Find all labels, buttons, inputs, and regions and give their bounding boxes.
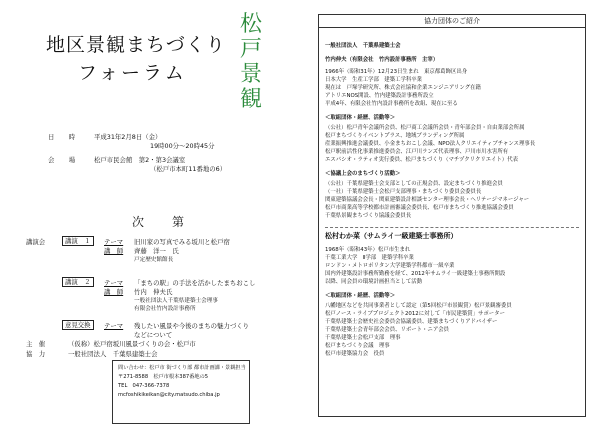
activity-line: 松戸ノース・ライブプロジェクト2012に対して「市民建築賞」サポーター bbox=[325, 311, 505, 317]
lecture-1-affiliation: 戸定歴史館館長 bbox=[134, 257, 174, 263]
bio-line: 平成4年、有限会社竹内設計事務所を改組、現在に至る bbox=[325, 101, 458, 107]
activity-line: 産業振興推進会議委員、小金まちおこし会議、NPO法人クリエイティブチャンス理事長 bbox=[325, 141, 536, 147]
contact-line: TEL 047-366-7378 bbox=[118, 383, 170, 389]
bio-line: 1966年（昭和31年）12月23日生まれ 東京都葛飾区出身 bbox=[325, 69, 468, 75]
lecture-2-speaker: 竹内 伸夫氏 bbox=[134, 288, 173, 296]
bio-line: 日本大学 生産工学部 建築工学科卒業 bbox=[325, 77, 423, 83]
matsudo-keikan-logo bbox=[240, 12, 268, 112]
partner-heading: 協力団体のご紹介 bbox=[319, 15, 585, 28]
bio-line: ロンドン・メトロポリタン大学建築学科都市一級卒業 bbox=[325, 263, 455, 269]
venue-address: （松戸市本町11番地の6） bbox=[150, 165, 227, 173]
section-heading: ＜取組団体・経歴、活動等＞ bbox=[325, 115, 396, 121]
discussion-theme: 残したい風景や今後のまちの魅力づくり bbox=[134, 322, 250, 330]
divider bbox=[325, 227, 579, 228]
theme-label: テーマ bbox=[104, 279, 124, 287]
lecture-2-tag: 講演 ２ bbox=[62, 277, 94, 287]
lecture-2-theme: 「まちの駅」の手法を活かしたまちおこし bbox=[134, 279, 256, 287]
date-row bbox=[48, 133, 161, 141]
speaker-label: 講 師 bbox=[104, 288, 124, 296]
date-value: 平成31年2月8日（金） bbox=[94, 133, 162, 141]
lecture-2-affiliation: 有限会社竹内設計事務所 bbox=[134, 306, 196, 312]
date-label: 日 時 bbox=[48, 133, 80, 141]
speaker-label: 講 師 bbox=[104, 247, 124, 255]
person1-name: 竹内伸夫（有限会社 竹内設計事務所 主宰） bbox=[325, 57, 439, 63]
lecture-1-theme: 旧川家の写真でみる坂川と松戸宿 bbox=[134, 238, 230, 246]
activity-line: （公社）千葉県建築士会支部としての正規会員、設定まちづくり推進会員 bbox=[325, 181, 503, 187]
cooperation-value: 一般社団法人 千葉県建築士会 bbox=[68, 350, 158, 358]
lecture-label: 講演会 bbox=[26, 238, 46, 246]
forum-title-line2: フォーラム bbox=[78, 62, 187, 84]
bio-line: 1968年（昭和43年）松戸市生まれ bbox=[325, 247, 411, 253]
activity-line: 松戸まちづくりイベントプラス、地域ブランディング所属 bbox=[325, 133, 465, 139]
logo-char: 観 bbox=[240, 87, 263, 112]
contact-line: 問い合わせ：松戸市 街づくり部 都市計画課・景観担当 bbox=[118, 365, 246, 371]
host-value: （仮称）松戸宿坂川風景づくりの会・松戸市 bbox=[68, 340, 196, 348]
venue-row bbox=[48, 156, 185, 164]
activity-line: 千葉県建築士会歴史社会委員会協議委員、建築まちづくりアドバイザー bbox=[325, 319, 498, 325]
lecture-1-speaker: 齊藤 洋一 氏 bbox=[134, 247, 179, 255]
bio-line: 千葉工業大学 Ⅱ学部 建築学科卒業 bbox=[325, 255, 414, 261]
logo-char: 戸 bbox=[240, 37, 263, 62]
logo-char: 景 bbox=[240, 62, 263, 87]
bio-line: アトリエNOS開設、竹内建築設計事務所設立 bbox=[325, 93, 434, 99]
activity-line: 松戸まちづくり会議 理事 bbox=[325, 343, 390, 349]
venue-label: 会 場 bbox=[48, 156, 80, 164]
section-heading: ＜協議上会のまちづくり活動＞ bbox=[325, 171, 401, 177]
venue-value: 松戸市民会館 第2・第3会議室 bbox=[94, 156, 186, 164]
activity-line: 松戸駅前活性化事業推進委員会、江戸川ランズ代表理事、戸川市川水害所有 bbox=[325, 149, 509, 155]
bio-line: 以降、同会員の環境計画担当として活動 bbox=[325, 279, 423, 285]
lecture-2-affiliation: 一般社団法人千葉県建築士会理事 bbox=[134, 298, 218, 304]
logo-char: 松 bbox=[240, 12, 263, 37]
activity-line: 関東建築協議会会長・関東建築設計相談センター理事会長・ヘリテージマネージャー bbox=[325, 197, 530, 203]
discussion-tag: 意見交換 bbox=[62, 320, 94, 330]
contact-box bbox=[112, 360, 250, 424]
theme-label: テーマ bbox=[104, 238, 124, 246]
activity-line: （公社）松戸青年会議所会員、松戸商工会議所会員・青年部会員・自由業部会所属 bbox=[325, 125, 525, 131]
partner-intro-page bbox=[300, 0, 600, 424]
lecture-1-tag: 講演 １ bbox=[62, 236, 94, 246]
activity-line: 松戸市建築協力会 役員 bbox=[325, 351, 385, 357]
activity-line: 松戸市商業高等学校都市計画審議会委員長、松戸市まちづくり推進協議会委員 bbox=[325, 205, 514, 211]
bio-line: 国内外建築設計事務所勤務を経て、2012年サムライ一級建築士事務所開設 bbox=[325, 271, 506, 277]
org2-name: 松村わか菜（サムライ一級建築士事務所） bbox=[325, 232, 458, 240]
org1-name: 一般社団法人 千葉県建築士会 bbox=[325, 43, 401, 49]
contact-line: mcfoshikikeikan@city.matsudo.chiba.jp bbox=[118, 392, 220, 398]
forum-title-line1: 地区景観まちづくり bbox=[46, 34, 226, 56]
activity-line: エスパシオ・ラティオ実行委員、松戸まちづくり（マチヅクリクリエイト）代表 bbox=[325, 157, 518, 163]
discussion-theme-cont: などについて bbox=[134, 331, 173, 339]
contact-line: 〒271-8588 松戸市根本387番地の5 bbox=[118, 374, 209, 380]
theme-label: テーマ bbox=[104, 322, 124, 330]
activity-line: 千葉県建築士会松戸支部 理事 bbox=[325, 335, 401, 341]
cooperation-label: 協 力 bbox=[26, 350, 46, 358]
partner-box bbox=[318, 14, 586, 417]
activity-line: （一社）千葉県建築士会松戸支部理事・まちづくり委員会委員長 bbox=[325, 189, 482, 195]
activity-line: 八幡地区などを共同事業者として認定（第5回松戸市景観賞）松戸景観審委員 bbox=[325, 303, 512, 309]
activity-line: 千葉県景観まちづくり協議会委員長 bbox=[325, 213, 412, 219]
activity-line: 千葉県建築士会青年部会会員、リボート・ニア会員 bbox=[325, 327, 449, 333]
schedule-heading: 次 第 bbox=[132, 215, 193, 229]
section-heading: ＜取組団体・経歴、活動等＞ bbox=[325, 293, 396, 299]
bio-line: 現在は 戸塚学研究所、株式会社協和企業エンジニアリング在籍 bbox=[325, 85, 481, 91]
time-value: 19時00分～20時45分 bbox=[150, 142, 215, 150]
host-label: 主 催 bbox=[26, 340, 46, 348]
